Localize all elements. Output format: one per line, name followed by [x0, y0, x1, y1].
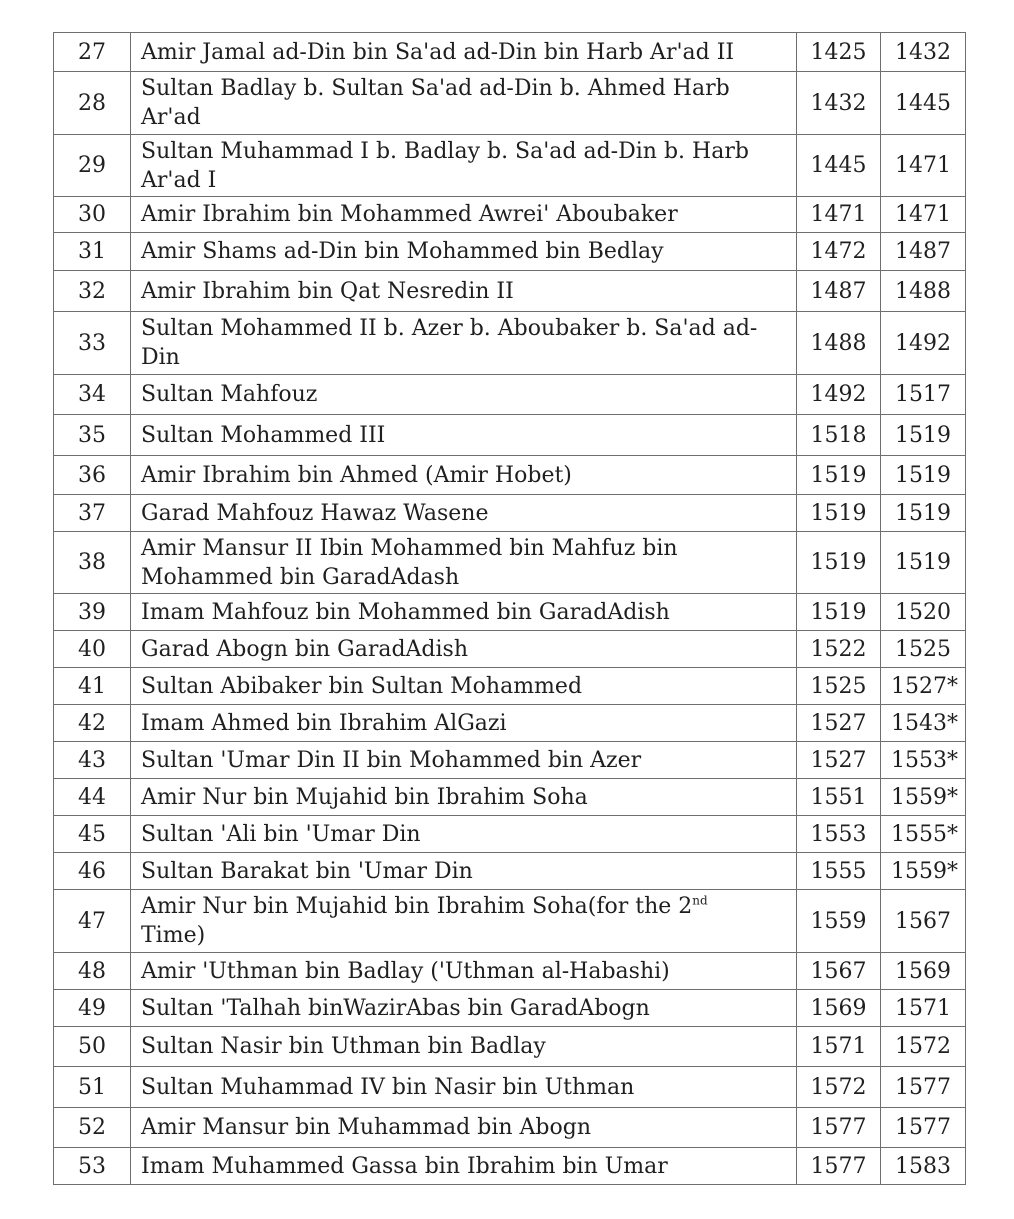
row-number: 44: [54, 779, 131, 816]
reign-end: 1569: [881, 953, 966, 990]
ruler-name: Sultan 'Talhah binWazirAbas bin GaradAbogn: [131, 990, 797, 1027]
ruler-name: Sultan Muhammad IV bin Nasir bin Uthman: [131, 1067, 797, 1108]
reign-end: 1492: [881, 312, 966, 375]
reign-end: 1527*: [881, 668, 966, 705]
ruler-name: Amir Mansur bin Muhammad bin Abogn: [131, 1108, 797, 1148]
ruler-name: Imam Mahfouz bin Mohammed bin GaradAdish: [131, 594, 797, 631]
reign-end: 1519: [881, 495, 966, 532]
table-row: [54, 816, 966, 853]
reign-end: 1559*: [881, 853, 966, 890]
ordinal-superscript: nd: [692, 893, 708, 908]
reign-start: 1571: [797, 1027, 881, 1067]
row-number: 50: [54, 1027, 131, 1067]
table-row: [54, 668, 966, 705]
ruler-name-continuation: Time): [141, 923, 206, 948]
reign-start: 1572: [797, 1067, 881, 1108]
table-row: [54, 197, 966, 233]
reign-end: 1571: [881, 990, 966, 1027]
ruler-name: Sultan Nasir bin Uthman bin Badlay: [131, 1027, 797, 1067]
reign-end: 1577: [881, 1108, 966, 1148]
reign-end: 1577: [881, 1067, 966, 1108]
row-number: 41: [54, 668, 131, 705]
reign-start: 1488: [797, 312, 881, 375]
reign-start: 1519: [797, 594, 881, 631]
table-row: [54, 312, 966, 375]
row-number: 40: [54, 631, 131, 668]
ruler-name: Sultan Barakat bin 'Umar Din: [131, 853, 797, 890]
reign-end: 1432: [881, 33, 966, 72]
reign-end: 1555*: [881, 816, 966, 853]
reign-end: 1520: [881, 594, 966, 631]
reign-start: 1472: [797, 233, 881, 271]
table-row: [54, 1067, 966, 1108]
ruler-name: Sultan Mahfouz: [131, 375, 797, 415]
reign-start: 1527: [797, 742, 881, 779]
row-number: 38: [54, 532, 131, 594]
ruler-name: Imam Muhammed Gassa bin Ibrahim bin Umar: [131, 1148, 797, 1185]
table-row: [54, 631, 966, 668]
ruler-name: Imam Ahmed bin Ibrahim AlGazi: [131, 705, 797, 742]
reign-end: 1445: [881, 72, 966, 135]
ruler-name: Amir Nur bin Mujahid bin Ibrahim Soha: [131, 779, 797, 816]
reign-start: 1577: [797, 1108, 881, 1148]
reign-start: 1569: [797, 990, 881, 1027]
reign-end: 1572: [881, 1027, 966, 1067]
row-number: 32: [54, 271, 131, 312]
reign-start: 1551: [797, 779, 881, 816]
ruler-name: Sultan 'Ali bin 'Umar Din: [131, 816, 797, 853]
table-row: [54, 135, 966, 197]
reign-end: 1543*: [881, 705, 966, 742]
reign-start: 1425: [797, 33, 881, 72]
ruler-name: Sultan Badlay b. Sultan Sa'ad ad-Din b. Ahmed Harb Ar'ad: [131, 72, 797, 135]
table-row: [54, 33, 966, 72]
reign-end: 1567: [881, 890, 966, 953]
row-number: 36: [54, 456, 131, 495]
table-row: [54, 594, 966, 631]
table-row: [54, 1148, 966, 1185]
reign-end: 1525: [881, 631, 966, 668]
ruler-name: Sultan Abibaker bin Sultan Mohammed: [131, 668, 797, 705]
row-number: 33: [54, 312, 131, 375]
ruler-name: [131, 890, 797, 953]
row-number: 43: [54, 742, 131, 779]
ruler-name: Sultan Mohammed III: [131, 415, 797, 456]
row-number: 37: [54, 495, 131, 532]
row-number: 30: [54, 197, 131, 233]
reign-start: 1432: [797, 72, 881, 135]
table-row: [54, 890, 966, 953]
row-number: 31: [54, 233, 131, 271]
table-row: [54, 72, 966, 135]
table-row: [54, 233, 966, 271]
ruler-name: Amir Ibrahim bin Qat Nesredin II: [131, 271, 797, 312]
row-number: 46: [54, 853, 131, 890]
table-row: [54, 705, 966, 742]
reign-end: 1487: [881, 233, 966, 271]
table-row: [54, 953, 966, 990]
reign-start: 1492: [797, 375, 881, 415]
table-row: [54, 415, 966, 456]
table-row: [54, 990, 966, 1027]
row-number: 52: [54, 1108, 131, 1148]
table-row: [54, 1027, 966, 1067]
reign-end: 1471: [881, 135, 966, 197]
ruler-name: Sultan Muhammad I b. Badlay b. Sa'ad ad-Din b. Harb Ar'ad I: [131, 135, 797, 197]
ruler-name: Sultan Mohammed II b. Azer b. Aboubaker b. Sa'ad ad-Din: [131, 312, 797, 375]
table-row: [54, 742, 966, 779]
reign-start: 1577: [797, 1148, 881, 1185]
reign-start: 1525: [797, 668, 881, 705]
reign-end: 1471: [881, 197, 966, 233]
ruler-name: Amir Ibrahim bin Mohammed Awrei' Aboubaker: [131, 197, 797, 233]
ruler-name: Amir Mansur II Ibin Mohammed bin Mahfuz bin Mohammed bin GaradAdash: [131, 532, 797, 594]
row-number: 28: [54, 72, 131, 135]
ruler-name: Sultan 'Umar Din II bin Mohammed bin Azer: [131, 742, 797, 779]
reign-start: 1471: [797, 197, 881, 233]
row-number: 51: [54, 1067, 131, 1108]
reign-start: 1567: [797, 953, 881, 990]
reign-end: 1553*: [881, 742, 966, 779]
table-row: [54, 271, 966, 312]
row-number: 27: [54, 33, 131, 72]
reign-start: 1519: [797, 456, 881, 495]
row-number: 35: [54, 415, 131, 456]
reign-start: 1518: [797, 415, 881, 456]
reign-end: 1559*: [881, 779, 966, 816]
reign-end: 1517: [881, 375, 966, 415]
reign-start: 1487: [797, 271, 881, 312]
reign-start: 1553: [797, 816, 881, 853]
row-number: 42: [54, 705, 131, 742]
reign-start: 1555: [797, 853, 881, 890]
reign-end: 1519: [881, 532, 966, 594]
ruler-name: Amir Ibrahim bin Ahmed (Amir Hobet): [131, 456, 797, 495]
reign-start: 1559: [797, 890, 881, 953]
row-number: 53: [54, 1148, 131, 1185]
row-number: 29: [54, 135, 131, 197]
reign-start: 1519: [797, 495, 881, 532]
table-row: [54, 1108, 966, 1148]
row-number: 34: [54, 375, 131, 415]
reign-start: 1522: [797, 631, 881, 668]
table-row: [54, 532, 966, 594]
row-number: 48: [54, 953, 131, 990]
table-row: [54, 495, 966, 532]
table-row: [54, 375, 966, 415]
rulers-table: [53, 32, 966, 1185]
reign-start: 1519: [797, 532, 881, 594]
reign-end: 1519: [881, 415, 966, 456]
reign-start: 1527: [797, 705, 881, 742]
table-row: [54, 456, 966, 495]
reign-end: 1519: [881, 456, 966, 495]
row-number: 39: [54, 594, 131, 631]
row-number: 49: [54, 990, 131, 1027]
ruler-name-text: Amir Nur bin Mujahid bin Ibrahim Soha(for the 2: [141, 894, 693, 919]
ruler-name: Amir 'Uthman bin Badlay ('Uthman al-Habashi): [131, 953, 797, 990]
rulers-table-body: [54, 33, 966, 1185]
reign-end: 1583: [881, 1148, 966, 1185]
row-number: 45: [54, 816, 131, 853]
ruler-name: Garad Mahfouz Hawaz Wasene: [131, 495, 797, 532]
ruler-name: Garad Abogn bin GaradAdish: [131, 631, 797, 668]
ruler-name: Amir Shams ad-Din bin Mohammed bin Bedlay: [131, 233, 797, 271]
reign-end: 1488: [881, 271, 966, 312]
ruler-name: Amir Jamal ad-Din bin Sa'ad ad-Din bin Harb Ar'ad II: [131, 33, 797, 72]
table-row: [54, 779, 966, 816]
reign-start: 1445: [797, 135, 881, 197]
row-number: 47: [54, 890, 131, 953]
table-row: [54, 853, 966, 890]
